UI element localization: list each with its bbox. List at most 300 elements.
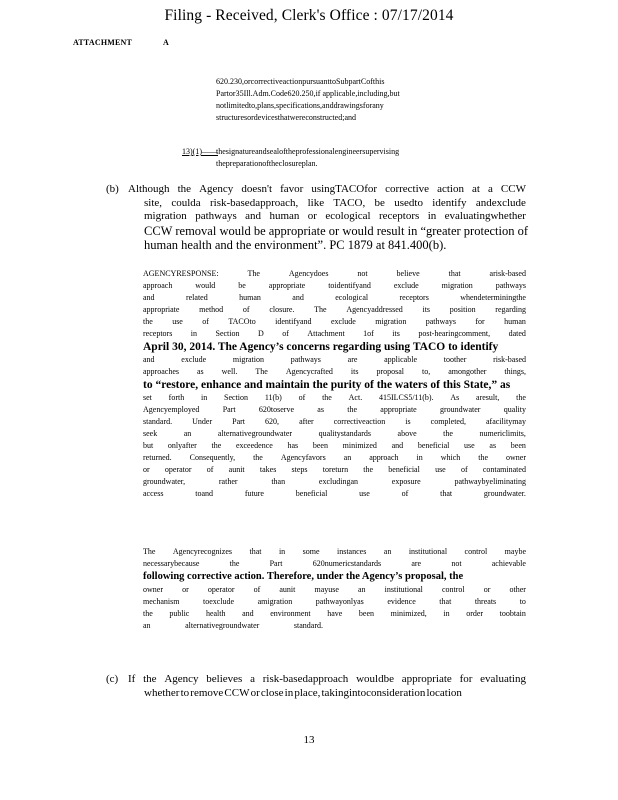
word: the	[478, 453, 489, 462]
word: as	[489, 441, 497, 450]
word: owner	[143, 585, 163, 594]
word: but	[143, 441, 154, 450]
word: migration	[232, 355, 264, 364]
word: which	[440, 453, 461, 462]
attachment-letter: A	[163, 38, 169, 47]
word: the	[216, 159, 226, 168]
word: Cof	[360, 77, 373, 86]
paragraph-c-label: (c)	[106, 673, 119, 685]
response-line	[143, 558, 526, 570]
paragraph-line	[144, 197, 526, 211]
response-line	[143, 328, 526, 340]
word: the	[143, 317, 153, 326]
word: groundwater,	[143, 477, 186, 486]
word: other	[509, 585, 526, 594]
response-line	[143, 316, 526, 328]
word: and	[242, 609, 254, 618]
word: doesn't	[241, 183, 273, 195]
word: limited	[226, 101, 249, 110]
word: that	[439, 597, 452, 606]
word: plans,	[257, 101, 277, 110]
word: after	[299, 417, 314, 426]
response-line	[143, 546, 526, 558]
word: or	[182, 585, 189, 594]
word: method	[199, 305, 224, 314]
word: risk-based	[493, 355, 526, 364]
word: or	[143, 465, 150, 474]
word: institutional	[408, 547, 448, 556]
word: be	[238, 281, 246, 290]
word: andexclude	[475, 196, 526, 209]
word: Agencyfavors	[280, 453, 326, 462]
word: in	[416, 453, 423, 462]
word: in	[427, 210, 437, 222]
word: than	[271, 477, 286, 486]
word: pathwaybyeliminating	[454, 477, 526, 486]
word: aunit	[228, 465, 245, 474]
paragraph-line	[144, 210, 526, 224]
word: identify	[432, 196, 467, 209]
word: Agencydoes	[288, 269, 329, 278]
word: evaluatingwhether	[444, 210, 526, 222]
word: been	[510, 441, 526, 450]
word: of	[298, 393, 306, 402]
word: CCW	[500, 183, 526, 195]
word: usedto	[394, 196, 423, 209]
word: approach	[369, 453, 399, 462]
word: any	[372, 101, 384, 110]
word: standard.	[143, 417, 173, 426]
word: or	[250, 686, 260, 699]
attachment-label: ATTACHMENT	[73, 38, 133, 47]
word: health	[205, 609, 226, 618]
word: of	[262, 159, 269, 168]
word: pathwayonlyas	[315, 597, 364, 606]
word: contaminated	[482, 465, 526, 474]
word: above	[397, 429, 417, 438]
word: post-hearingcomment,	[418, 329, 491, 338]
word: Under	[192, 417, 213, 426]
word: the	[443, 429, 453, 438]
word: beneficial	[388, 465, 420, 474]
word: are	[411, 559, 422, 568]
word: including,	[357, 89, 390, 98]
word: the	[143, 673, 157, 685]
word: 415ILCS5/11(b).	[378, 393, 434, 402]
word: of	[242, 305, 250, 314]
word: and	[143, 293, 155, 302]
word: corrective	[385, 183, 430, 195]
word: believe	[396, 269, 420, 278]
word: remove	[190, 686, 224, 699]
word: supervising	[362, 147, 400, 156]
word: its	[392, 329, 400, 338]
word: the	[211, 441, 222, 450]
word: identifyand	[275, 317, 312, 326]
word: the	[216, 147, 226, 156]
word: proposal	[376, 367, 404, 376]
word: signature	[225, 147, 256, 156]
word: D	[257, 329, 264, 338]
word: or	[228, 89, 236, 98]
word: As	[450, 393, 460, 402]
word: to	[329, 77, 336, 86]
word: that	[277, 113, 290, 122]
word: appropriate	[268, 281, 306, 290]
word: threats	[474, 597, 497, 606]
word: CCW	[224, 686, 250, 699]
word: instances	[337, 547, 367, 556]
word: migration	[441, 281, 473, 290]
word: location	[426, 686, 462, 699]
word: human	[269, 210, 300, 222]
word: human	[239, 293, 261, 302]
paragraph-b	[106, 183, 529, 252]
word: migration	[375, 317, 407, 326]
word: Agency	[199, 183, 234, 195]
word: order	[466, 609, 484, 618]
word: receptors	[378, 210, 420, 222]
word: professional	[295, 147, 335, 156]
word: an	[383, 547, 392, 556]
word: the	[229, 559, 240, 568]
word: receptors	[399, 293, 429, 302]
word: forth	[168, 393, 185, 402]
word: pathways	[495, 281, 526, 290]
word: like	[307, 196, 325, 209]
word: site,	[144, 196, 163, 209]
agency-response-1	[143, 268, 526, 500]
word: Consequently,	[189, 453, 236, 462]
response-line	[143, 304, 526, 316]
word: be	[374, 196, 385, 209]
word: not	[216, 101, 227, 110]
response-line	[143, 354, 526, 366]
word: been	[312, 441, 328, 450]
word: appropriate	[380, 405, 417, 414]
word: the	[268, 159, 279, 168]
word: action	[437, 183, 464, 195]
word: completed,	[430, 417, 466, 426]
word: pursuant	[302, 77, 330, 86]
response-line	[143, 366, 526, 378]
word: drawings	[333, 101, 363, 110]
word: specifications,	[276, 101, 323, 110]
word: or	[307, 210, 317, 222]
word: risk-basedapproach	[262, 673, 349, 685]
word: minimized,	[390, 609, 427, 618]
paragraph-line	[128, 183, 526, 197]
word: mayuse	[314, 585, 339, 594]
word: use	[172, 317, 183, 326]
word: wouldbe	[356, 673, 394, 685]
word: and	[255, 147, 267, 156]
word: use	[464, 441, 475, 450]
word: close	[260, 686, 284, 699]
page-number: 13	[303, 734, 315, 746]
word: seal	[266, 147, 280, 156]
word: pathways	[195, 210, 237, 222]
quoted-item-label: 13)(1)——	[182, 147, 218, 156]
word: The	[314, 305, 327, 314]
word: appropriate	[401, 673, 452, 685]
quoted-line	[216, 76, 524, 88]
word: believes	[206, 673, 243, 685]
word: Agencyrecognizes	[172, 547, 232, 556]
word: to	[180, 686, 190, 699]
word: for	[475, 317, 485, 326]
word: The	[247, 269, 260, 278]
word: not	[451, 559, 462, 568]
word: necessarybecause	[143, 559, 200, 568]
word: in	[201, 393, 208, 402]
word: to	[519, 597, 526, 606]
word: Agency	[164, 673, 199, 685]
word: Subpart	[336, 77, 361, 86]
word: its	[350, 367, 359, 376]
response-line	[143, 584, 526, 596]
word: usingTACOfor	[311, 183, 378, 195]
word: at	[472, 183, 480, 195]
word: 620toserve	[258, 405, 294, 414]
word: the	[143, 609, 153, 618]
word: applicable	[384, 355, 417, 364]
word: The	[143, 547, 156, 556]
word: 1of	[363, 329, 374, 338]
word: but	[389, 89, 400, 98]
word: its	[422, 305, 431, 314]
word: takes	[259, 465, 277, 474]
word: toexclude	[202, 597, 235, 606]
word: this	[372, 77, 385, 86]
word: that	[440, 489, 453, 498]
word: excludingan	[318, 477, 358, 486]
word: and	[245, 210, 262, 222]
word: groundwater	[440, 405, 481, 414]
word: access	[143, 489, 164, 498]
word: to,	[248, 101, 258, 110]
word: returned.	[143, 453, 172, 462]
word: and	[292, 293, 304, 302]
word: in	[284, 686, 294, 699]
word: place,	[294, 686, 321, 699]
word: exceedence	[235, 441, 273, 450]
word: preparation	[225, 159, 263, 168]
word: toand	[195, 489, 214, 498]
word: use	[435, 465, 446, 474]
word: pathways	[290, 355, 321, 364]
word: beneficial	[295, 489, 328, 498]
word: dated	[508, 329, 526, 338]
word: alternativegroundwater	[217, 429, 293, 438]
word: Part	[269, 559, 283, 568]
word: 620numericstandards	[312, 559, 382, 568]
word: onlyafter	[167, 441, 197, 450]
word: public	[169, 609, 190, 618]
quoted-line	[216, 88, 524, 100]
word: Agencyaddressed	[346, 305, 403, 314]
word: migration	[144, 210, 187, 222]
word: human	[504, 317, 526, 326]
word: qualitystandards	[318, 429, 371, 438]
response-line	[143, 620, 323, 632]
word: been	[358, 609, 375, 618]
response-line	[143, 392, 526, 404]
quoted-line	[216, 100, 524, 112]
word: not	[357, 269, 368, 278]
response-line-bold: April 30, 2014. The Agency’s concerns regarding using TACO to identify	[143, 341, 499, 353]
word: of	[401, 489, 409, 498]
word: risk-basedapproach,	[209, 196, 299, 209]
word: or	[483, 585, 491, 594]
paragraph-line: human health and the environment”. PC 1879 at 841.400(b).	[144, 237, 447, 252]
word: Part	[232, 417, 246, 426]
word: engineer	[334, 147, 363, 156]
word: in	[443, 609, 450, 618]
word: the	[363, 465, 374, 474]
response-line	[143, 268, 526, 280]
word: future	[244, 489, 264, 498]
word: constructed;	[305, 113, 345, 122]
word: has	[287, 441, 299, 450]
word: The	[255, 367, 268, 376]
word: steps	[291, 465, 308, 474]
paragraph-line	[144, 687, 462, 701]
quoted-block-2	[182, 146, 512, 170]
word: operator	[207, 585, 235, 594]
paragraph-line	[128, 673, 526, 687]
word: evaluating	[480, 673, 526, 685]
word: mechanism	[143, 597, 180, 606]
word: exposure	[391, 477, 421, 486]
word: and	[391, 441, 404, 450]
word: whendeterminingthe	[460, 293, 526, 302]
word: exclude	[330, 317, 356, 326]
word: Part	[222, 405, 236, 414]
quoted-line	[216, 112, 452, 124]
quoted-line	[216, 158, 426, 170]
response-line	[143, 440, 526, 452]
word: amigration	[257, 597, 293, 606]
word: environment	[270, 609, 311, 618]
word: minimized	[342, 441, 377, 450]
word: the	[253, 453, 263, 462]
word: correctiveaction	[250, 77, 303, 86]
word: favor	[280, 183, 304, 195]
word: takingintoconsideration	[321, 686, 426, 699]
word: exclude	[181, 355, 207, 364]
word: a	[250, 673, 255, 685]
word: arisk-based	[489, 269, 526, 278]
agency-response-2	[143, 546, 526, 632]
word: Section	[215, 329, 240, 338]
word: or	[244, 77, 251, 86]
word: institutional	[384, 585, 423, 594]
word: to,	[421, 367, 431, 376]
word: 620.230,	[216, 77, 244, 86]
word: Section	[224, 393, 249, 402]
word: devices	[253, 113, 278, 122]
word: the	[177, 183, 192, 195]
quoted-line	[216, 146, 512, 158]
word: have	[327, 609, 343, 618]
response-line	[143, 488, 526, 500]
word: pathways	[425, 317, 456, 326]
word: as	[196, 367, 204, 376]
word: in	[278, 547, 286, 556]
word: if applicable,	[315, 89, 358, 98]
word: Code620.250,	[270, 89, 316, 98]
word: toidentifyand	[328, 281, 371, 290]
word: position	[449, 305, 476, 314]
word: related	[185, 293, 208, 302]
word: TACO,	[333, 196, 366, 209]
word: toreturn	[322, 465, 349, 474]
word: the	[347, 405, 358, 414]
paragraph-b-label: (b)	[106, 183, 119, 195]
word: closure.	[269, 305, 295, 314]
word: 620,	[265, 417, 280, 426]
word: appropriate	[143, 305, 180, 314]
word: If	[128, 673, 136, 685]
response-line	[143, 464, 526, 476]
word: and	[344, 113, 356, 122]
word: operator	[164, 465, 192, 474]
word: that	[249, 547, 262, 556]
word: rather	[218, 477, 238, 486]
word: and	[143, 355, 155, 364]
word: Adm.	[252, 89, 271, 98]
word: the	[322, 393, 332, 402]
word: the	[285, 147, 296, 156]
word: TACOto	[228, 317, 256, 326]
response-line	[143, 452, 526, 464]
word: Attachment	[307, 329, 345, 338]
filing-header: Filing - Received, Clerk's Office : 07/17/2014	[164, 7, 454, 24]
word: of	[279, 147, 286, 156]
word: an	[183, 429, 192, 438]
word: use	[359, 489, 370, 498]
paragraph-c	[106, 673, 526, 700]
word: a	[487, 183, 493, 195]
word: structures	[216, 113, 248, 122]
word: is	[405, 417, 411, 426]
word: an	[143, 621, 151, 630]
word: afacilitymay	[485, 417, 526, 426]
word: Act.	[348, 393, 363, 402]
word: set	[143, 393, 152, 402]
word: aunit	[279, 585, 296, 594]
word: as	[317, 405, 324, 414]
response-line	[143, 292, 526, 304]
word: some	[302, 547, 320, 556]
response-line	[143, 280, 526, 292]
word: regarding	[495, 305, 526, 314]
word: ecological	[335, 293, 369, 302]
word: standard.	[293, 621, 323, 630]
word: that	[448, 269, 461, 278]
word: AGENCYRESPONSE:	[143, 269, 219, 278]
word: things,	[504, 367, 526, 376]
word: and	[322, 101, 334, 110]
word: Agencyemployed	[143, 405, 200, 414]
word: alternativegroundwater	[185, 621, 260, 630]
response-line	[143, 596, 526, 608]
response-line	[143, 476, 526, 488]
response-line-bold: to “restore, enhance and maintain the purity of the waters of this State,” as	[143, 379, 511, 391]
word: toobtain	[499, 609, 526, 618]
word: evidence	[387, 597, 416, 606]
